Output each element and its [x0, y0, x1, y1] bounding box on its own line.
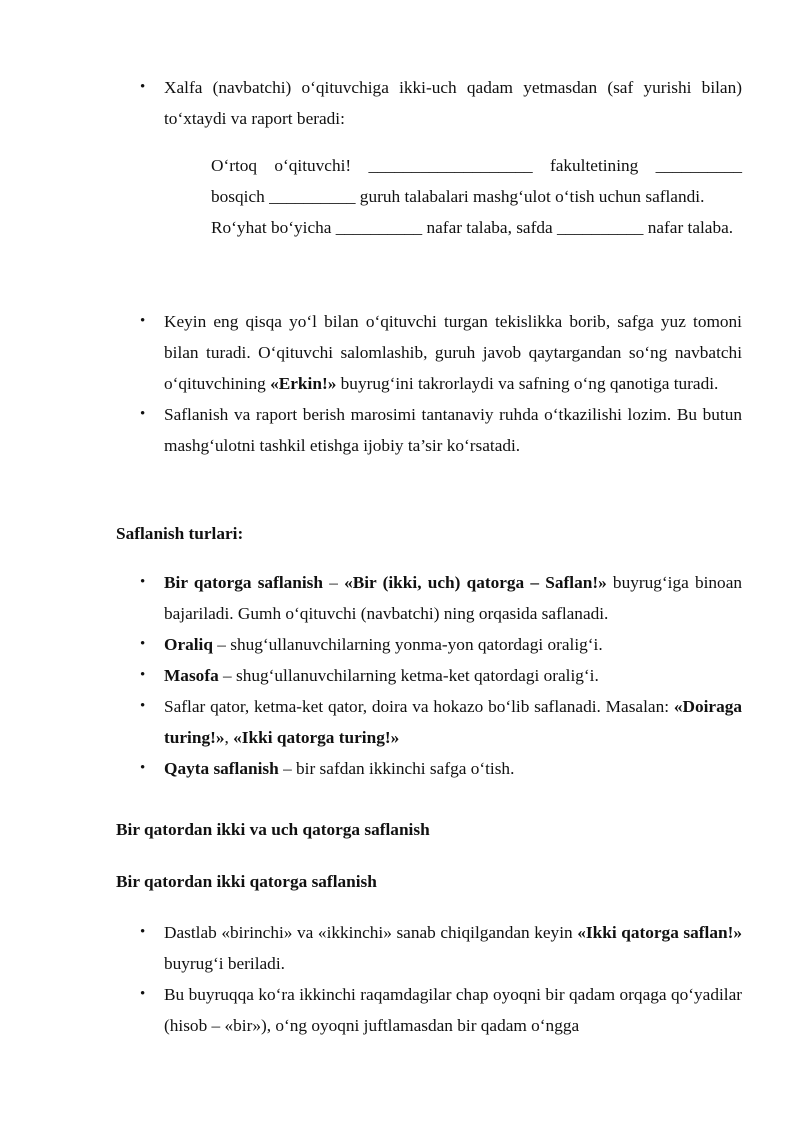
bullet-icon: • [140, 698, 146, 714]
text-segment: Keyin eng qisqa yo‘l bilan o‘qituvchi turgan tekislikka borib, safga yuz tomoni bilan turadi. O‘qituvchi salomlashib, guruh javob qaytargandan so‘ng navbatchi o‘qituvchining [164, 312, 742, 393]
bold-text: Qayta saflanish [164, 759, 279, 778]
bold-text: «Bir (ikki, uch) qatorga – Saflan!» [344, 573, 607, 592]
text-segment: , [224, 728, 234, 747]
bold-text: «Doiraga turing!» [164, 697, 742, 747]
text-segment: – [323, 573, 345, 592]
paragraph-text: Saflanish va raport berish marosimi tantanaviy ruhda o‘tkazilishi lozim. Bu butun mashg‘ulotni tashkil etishga ijobiy ta’sir ko‘rsatadi. [164, 405, 742, 455]
list-item [116, 691, 742, 753]
bold-text: Bir qatorga saflanish [164, 573, 324, 592]
bold-text: Masofa [164, 666, 219, 685]
bold-text: «Ikki qatorga saflan!» [577, 923, 743, 942]
text-segment: Saflar qator, ketma-ket qator, doira va hokazo bo‘lib saflanadi. Masalan: [164, 697, 674, 716]
text-segment: – bir safdan ikkinchi safga o‘tish. [278, 759, 515, 778]
list-item [116, 567, 742, 629]
list-item [116, 72, 742, 134]
list-item [116, 306, 742, 399]
list-item [116, 629, 742, 660]
text-segment: – shug‘ullanuvchilarning yonma-yon qatordagi oralig‘i. [212, 635, 603, 654]
bullet-icon: • [140, 924, 146, 940]
text-segment: buyrug‘i beriladi. [164, 954, 285, 973]
paragraph-text: Bu buyruqqa ko‘ra ikkinchi raqamdagilar chap oyoqni bir qadam orqaga qo‘yadilar (hisob – «bir»), o‘ng oyoqni juftlamasdan bir qadam o‘ngga [164, 985, 742, 1035]
text-segment: – shug‘ullanuvchilarning ketma-ket qatordagi oralig‘i. [218, 666, 599, 685]
bold-text: «Erkin!» [270, 374, 337, 393]
list-item [116, 753, 742, 784]
bullet-list-intro [116, 72, 742, 134]
bullet-list-procedure [116, 306, 742, 461]
report-line-2: Ro‘yhat bo‘yicha __________ nafar talaba, safda __________ nafar talaba. [211, 218, 734, 237]
bold-text: «Ikki qatorga turing!» [233, 728, 400, 747]
list-item [116, 917, 742, 979]
bullet-icon: • [140, 986, 146, 1002]
section-heading: Saflanish turlari: [116, 524, 244, 543]
text-segment: buyrug‘ini takrorlaydi va safning o‘ng qanotiga turadi. [336, 374, 719, 393]
bullet-icon: • [140, 313, 146, 329]
bullet-list-types [116, 567, 742, 784]
bullet-icon: • [140, 636, 146, 652]
list-item [116, 979, 742, 1041]
bullet-list-drill [116, 917, 742, 1041]
bullet-icon: • [140, 574, 146, 590]
paragraph-text: Xalfa (navbatchi) o‘qituvchiga ikki-uch qadam yetmasdan (saf yurishi bilan) to‘xtaydi va raport beradi: [164, 78, 742, 128]
text-segment: Dastlab «birinchi» va «ikkinchi» sanab chiqilgandan keyin [164, 923, 578, 942]
section-heading: Bir qatordan ikki qatorga saflanish [116, 872, 377, 891]
list-item [116, 399, 742, 461]
report-line-1: O‘rtoq o‘qituvchi! ___________________ fakultetining __________ bosqich __________ guruh talabalari mashg‘ulot o‘tish uchun saflandi. [211, 156, 742, 206]
bullet-icon: • [140, 760, 146, 776]
bullet-icon: • [140, 667, 146, 683]
list-item [116, 660, 742, 691]
bullet-icon: • [140, 406, 146, 422]
text-segment: buyrug‘iga binoan bajariladi. Gumh o‘qituvchi (navbatchi) ning orqasida saflanadi. [164, 573, 742, 623]
bullet-icon: • [140, 79, 146, 95]
bold-text: Oraliq [164, 635, 213, 654]
section-heading: Bir qatordan ikki va uch qatorga saflanish [116, 820, 430, 839]
report-template [211, 150, 742, 243]
